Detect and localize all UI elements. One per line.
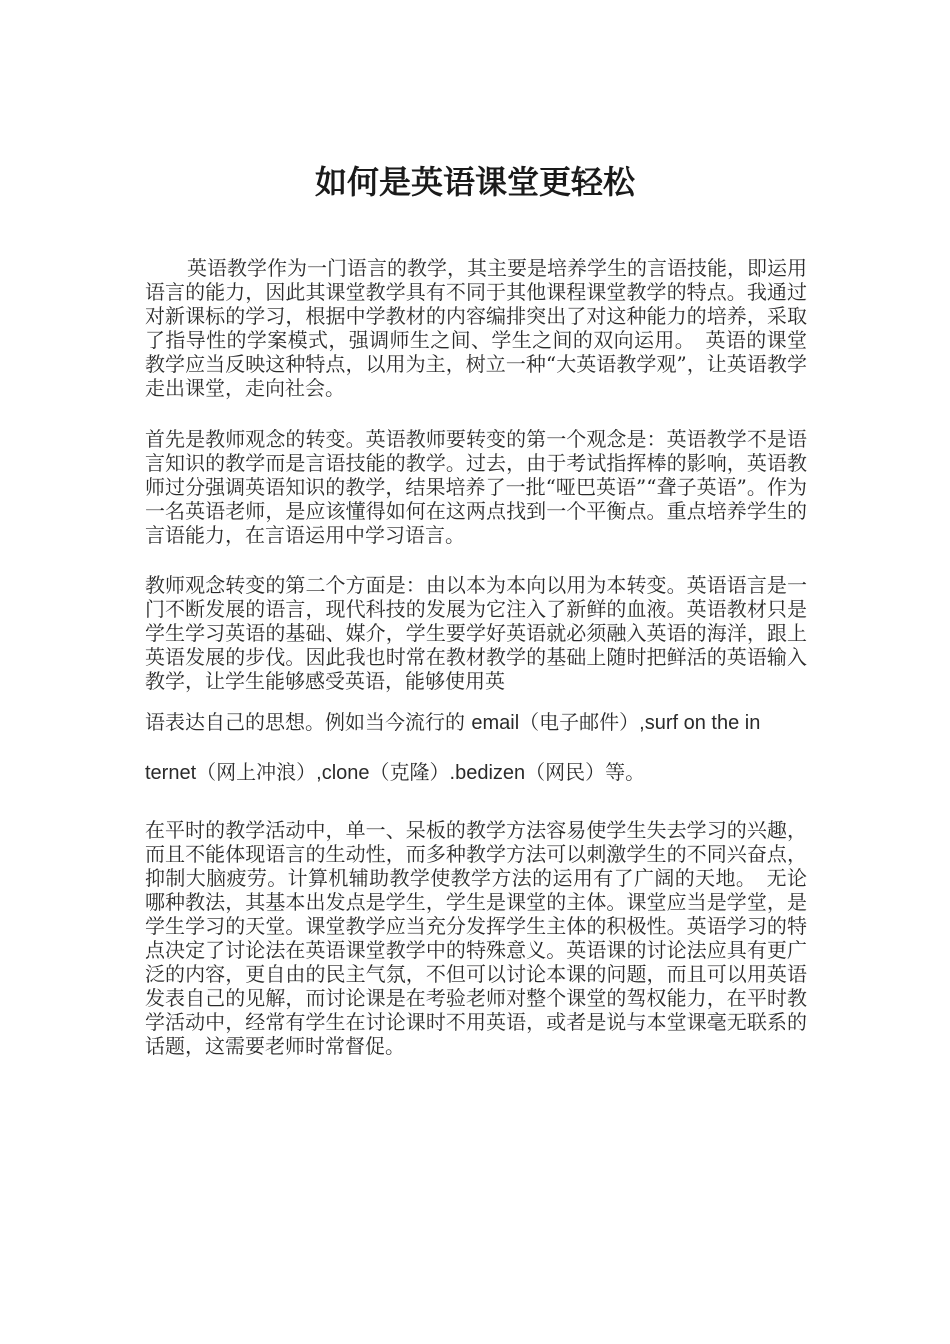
paragraph-1-text: 英语教学作为一门语言的教学，其主要是培养学生的言语技能，即运用语言的能力，因此其课堂教学具有不同于其他课程课堂教学的特点。我通过对新课标的学习，根据中学教材的内容编排突出了对这种能力的培养，采取了指导性的学案模式，强调师生之间、学生之间的双向运用。 英语的课堂教学应当反映这种特点，以用为主，树立一种“大英语教学观”，让英语教学走出课堂，走向社会。 [145,256,807,400]
english-term-internet-end: ternet [145,762,197,784]
paragraph-3-mixed-line-1 [145,710,807,735]
mixed-text-gloss: （电子邮件） [519,710,640,734]
english-term-clone: ,clone [316,762,370,784]
english-term-surf: ,surf on the in [639,712,761,734]
mixed-text-suffix: （网民）等。 [525,760,646,784]
mixed-text-gloss: （网上冲浪） [196,760,317,784]
paragraph-4: 在平时的教学活动中，单一、呆板的教学方法容易使学生失去学习的兴趣，而且不能体现语言的生动性，而多种教学方法可以刺激学生的不同兴奋点，抑制大脑疲劳。计算机辅助教学使教学方法的运用有了广阔的天地。 无论哪种教法，其基本出发点是学生，学生是课堂的主体。课堂应当是学堂，是学生学习的天堂。课堂教学应当充分发挥学生主体的积极性。英语学习的特点决定了讨论法在英语课堂教学中的特殊意义。英语课的讨论法应具有更广泛的内容，更自由的民主气氛，不但可以讨论本课的问题，而且可以用英语发表自己的见解，而讨论课是在考验老师对整个课堂的驾权能力，在平时教学活动中，经常有学生在讨论课时不用英语，或者是说与本堂课毫无联系的话题，这需要老师时常督促。 [145,818,807,1058]
english-term-bedizen: .bedizen [449,762,526,784]
paragraph-3-mixed-line-2 [145,760,807,785]
paragraph-2: 首先是教师观念的转变。英语教师要转变的第一个观念是：英语教学不是语言知识的教学而是言语技能的教学。过去，由于考试指挥棒的影响，英语教师过分强调英语知识的教学，结果培养了一批“哑巴英语”“聋子英语”。作为一名英语老师，是应该懂得如何在这两点找到一个平衡点。重点培养学生的言语能力，在言语运用中学习语言。 [145,427,807,547]
paragraph-1 [145,256,807,400]
mixed-text-prefix: 语表达自己的思想。例如当今流行的 [145,710,472,734]
mixed-text-gloss: （克隆） [369,760,450,784]
paragraph-3: 教师观念转变的第二个方面是：由以本为本向以用为本转变。英语语言是一门不断发展的语言，现代科技的发展为它注入了新鲜的血液。英语教材只是学生学习英语的基础、媒介，学生要学好英语就必须融入英语的海洋，跟上英语发展的步伐。因此我也时常在教材教学的基础上随时把鲜活的英语输入教学，让学生能够感受英语，能够使用英 [145,573,807,693]
english-term-email: email [471,712,520,734]
document-title: 如何是英语课堂更轻松 [314,163,635,201]
